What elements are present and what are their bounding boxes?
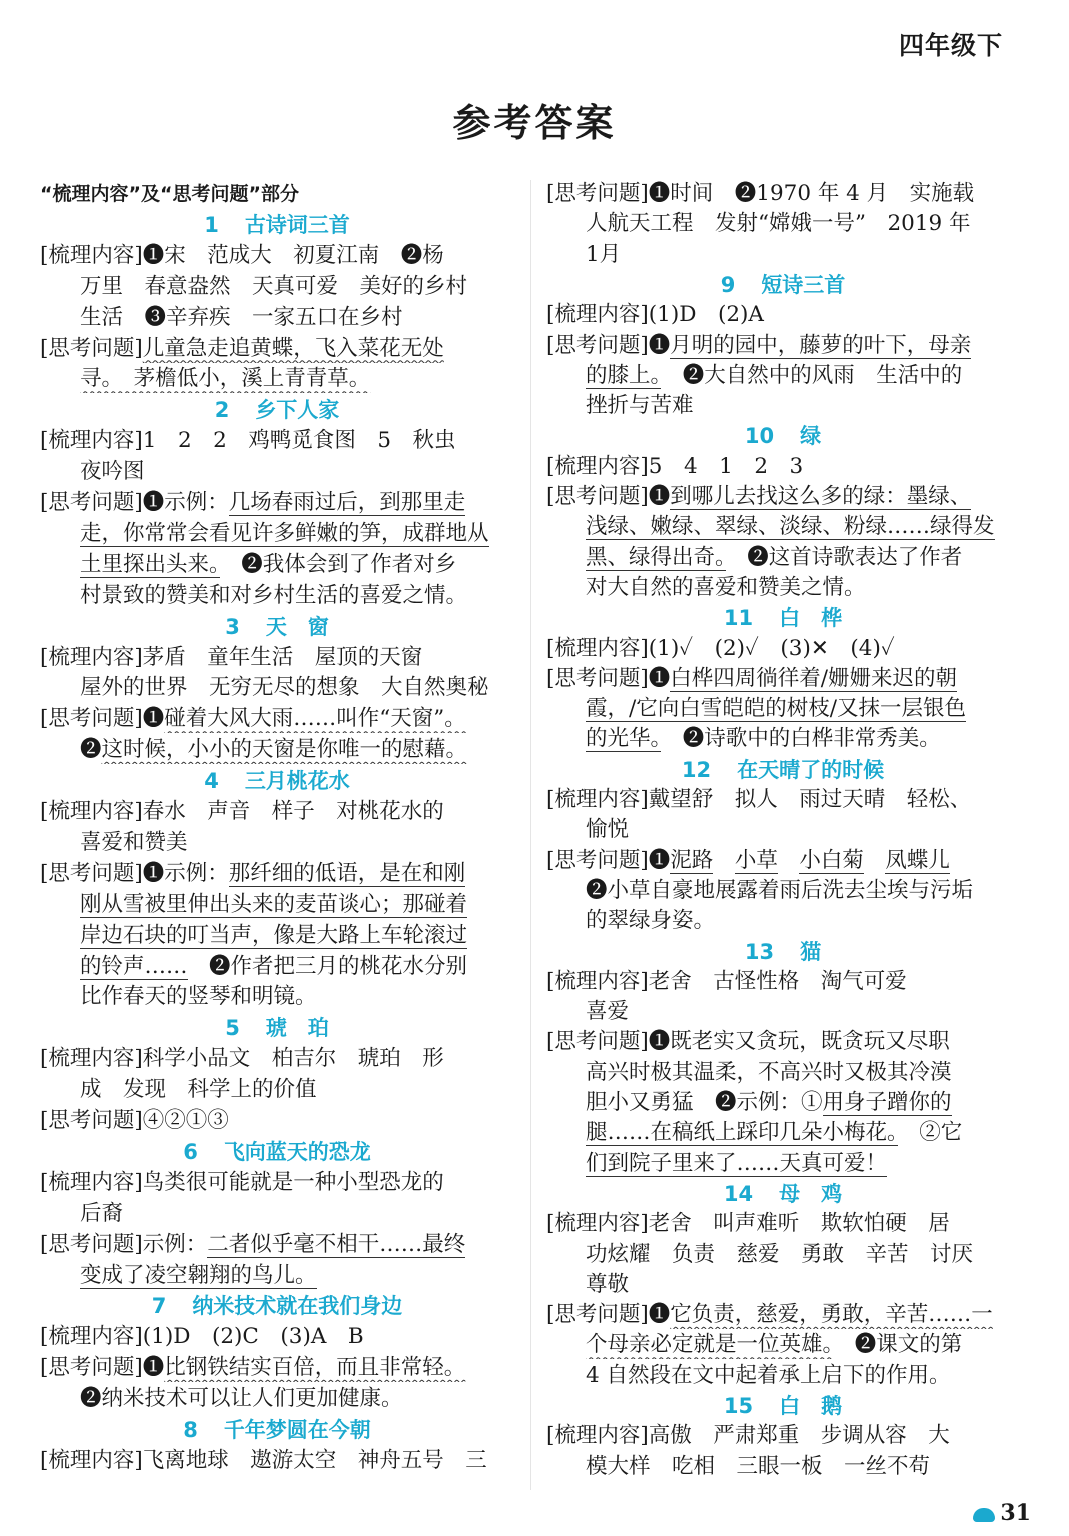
lesson-number: 10 [744, 424, 775, 449]
answer-line [40, 1354, 514, 1382]
answer-text: ❷我体会到了作者对乡 [219, 551, 457, 577]
spacer [778, 848, 800, 873]
answer-line [40, 1169, 514, 1197]
underlined-answer: 黑、绿得出奇。 [586, 544, 726, 570]
answer-line [546, 847, 1020, 875]
lesson-heading [546, 1392, 1020, 1420]
wavy-underlined-answer: 寻。 茅檐低小，溪上青青草。 [80, 366, 371, 392]
underlined-answer: 小草 [734, 847, 778, 873]
answer-line [40, 798, 514, 826]
answer-line [546, 968, 1020, 996]
answer-line [546, 1210, 1020, 1238]
underlined-answer: 的光华。 [586, 726, 662, 752]
underlined-answer: 腿……在稿纸上踩印几朵小梅花。 [586, 1120, 898, 1146]
answer-text: 后裔 [80, 1200, 124, 1226]
answer-text: 夜吟图 [80, 459, 145, 485]
answer-line [546, 1059, 1020, 1087]
answer-line [546, 725, 1020, 753]
lesson-title: 白 桦 [779, 606, 843, 631]
answer-label: [思考问题]❶ [546, 484, 671, 509]
lesson-heading [546, 422, 1020, 450]
spacer [864, 848, 886, 873]
answer-text: [梳理内容]鸟类很可能就是一种小型恐龙的 [40, 1169, 444, 1195]
wavy-underlined-answer: 它负责，慈爱，勇敢，辛苦……一 [670, 1302, 993, 1328]
answer-text: [梳理内容]高傲 严肃郑重 步调从容 大 [546, 1423, 950, 1449]
lesson-heading [40, 211, 514, 239]
answer-line [546, 1362, 1020, 1390]
answer-text: [梳理内容]飞离地球 遨游太空 神舟五号 三 [40, 1447, 487, 1473]
answer-label: [思考问题]示例： [40, 1231, 208, 1257]
answer-line [546, 1422, 1020, 1450]
answer-line [40, 458, 514, 486]
answer-line [40, 1200, 514, 1228]
answer-text: [梳理内容]老舍 叫声难听 欺软怕硬 居 [546, 1211, 950, 1237]
answer-label: [思考问题]❶示例： [40, 490, 229, 515]
lesson-heading [40, 1292, 514, 1320]
answer-line [546, 544, 1020, 572]
lesson-heading [40, 1416, 514, 1444]
answer-line [546, 665, 1020, 693]
answer-line [40, 705, 514, 733]
underlined-answer: 凤蝶儿 [885, 847, 950, 873]
answer-line [40, 1231, 514, 1259]
answer-line [40, 1107, 514, 1135]
answer-label: [思考问题]❶示例： [40, 860, 229, 886]
answer-line [546, 816, 1020, 844]
answer-line [546, 332, 1020, 360]
lesson-number: 13 [744, 939, 775, 964]
lesson-number: 1 [204, 212, 219, 237]
underlined-answer: 泥路 [670, 847, 714, 873]
answer-text: 尊敬 [586, 1271, 630, 1297]
underlined-answer: 浅绿、嫩绿、翠绿、淡绿、粉绿……绿得发 [586, 514, 995, 540]
wavy-underlined-answer: 儿童急走追黄蝶，飞入菜花无处 [142, 335, 444, 361]
answer-line [40, 1262, 514, 1290]
answer-line [546, 1028, 1020, 1056]
answer-line [40, 365, 514, 393]
answer-line [546, 695, 1020, 723]
answer-text: 对大自然的喜爱和赞美之情。 [586, 574, 866, 600]
answer-label: [思考问题] [40, 335, 143, 361]
lesson-title: 飞向蓝天的恐龙 [223, 1139, 371, 1164]
answer-text: 的翠绿身姿。 [586, 908, 716, 934]
answer-line [546, 513, 1020, 541]
answer-line [546, 998, 1020, 1026]
lesson-title: 古诗词三首 [244, 212, 350, 237]
underlined-answer: 岸边石块的叮当声，像是大路上车轮滚过 [80, 922, 468, 948]
wavy-underlined-answer: 这时候，小小的天窗是你唯一的慰藉。 [101, 737, 468, 763]
answer-line [40, 1045, 514, 1073]
answer-line [40, 427, 514, 455]
answer-text: 生活 ❸辛弃疾 一家五口在乡村 [80, 304, 403, 330]
lesson-number: 2 [214, 398, 230, 423]
underlined-answer: 走，你常常会看见许多鲜嫩的笋，成群地从 [80, 520, 489, 546]
lesson-title: 天 窗 [265, 614, 329, 639]
lesson-title: 三月桃花水 [244, 769, 350, 794]
answer-text: [梳理内容]科学小品文 柏吉尔 琥珀 形 [40, 1046, 444, 1072]
answer-line [40, 335, 514, 363]
answer-line [40, 489, 514, 517]
lesson-number: 8 [183, 1418, 198, 1442]
answer-line [546, 1150, 1020, 1178]
answer-line [546, 635, 1020, 663]
answer-text: ❷大自然中的风雨 生活中的 [661, 362, 963, 388]
wavy-underlined-answer: 比钢铁结实百倍，而且非常轻。 [164, 1355, 466, 1381]
answer-line [546, 392, 1020, 420]
answer-line [40, 1076, 514, 1104]
underlined-answer: 土里探出头来。 [80, 551, 220, 577]
underlined-answer: 那纤细的低语，是在和刚 [228, 860, 466, 886]
answer-line [40, 674, 514, 702]
answer-text: 喜爱 [586, 999, 630, 1025]
underlined-answer: 几场春雨过后，到那里走 [228, 490, 466, 515]
underlined-answer: 到哪儿去找这么多的绿：墨绿、 [670, 484, 972, 509]
wavy-underlined-answer: 个母亲必定就是一位英雄。 [586, 1332, 834, 1358]
lesson-title: 母 鸡 [779, 1181, 843, 1206]
lesson-number: 7 [151, 1294, 167, 1319]
answer-line [546, 180, 1020, 208]
spacer [713, 848, 735, 873]
lesson-title: 白 鹅 [779, 1394, 843, 1418]
answer-line [40, 922, 514, 950]
answer-text: 1月 [586, 241, 622, 267]
answer-line [40, 860, 514, 888]
answer-line [546, 1241, 1020, 1269]
lesson-number: 12 [681, 757, 712, 782]
answer-line [546, 1301, 1020, 1329]
underlined-answer: 的铃声…… [80, 953, 188, 979]
lesson-title: 短诗三首 [761, 272, 846, 297]
answer-text: [思考问题]❶既老实又贪玩，既贪玩又尽职 [546, 1029, 950, 1055]
answer-text: 模大样 吃相 三眼一板 一丝不苟 [586, 1453, 931, 1479]
lesson-number: 5 [225, 1016, 240, 1041]
column-divider [530, 180, 531, 1490]
underlined-answer: 刚从雪被里伸出头来的麦苗谈心；那碰着 [80, 891, 468, 917]
answer-line [40, 551, 514, 579]
answer-line [40, 1323, 514, 1351]
underlined-answer: 变成了凌空翱翔的鸟儿。 [80, 1262, 317, 1288]
lesson-heading [546, 756, 1020, 784]
answer-line [546, 241, 1020, 269]
lesson-number: 11 [723, 606, 754, 631]
lesson-number: 14 [723, 1181, 754, 1206]
lesson-heading [546, 1180, 1020, 1208]
answer-text: [梳理内容]茅盾 童年生活 屋顶的天窗 [40, 644, 423, 670]
answer-text: 万里 春意盎然 天真可爱 美好的乡村 [80, 273, 468, 299]
answer-text: [梳理内容]春水 声音 样子 对桃花水的 [40, 799, 444, 824]
lesson-title: 乡下人家 [255, 398, 340, 423]
lesson-number: 9 [720, 272, 736, 297]
answer-text: ❷作者把三月的桃花水分别 [187, 953, 468, 979]
answer-text: ②它 [897, 1120, 963, 1146]
answer-line [546, 1453, 1020, 1481]
page-marker-icon [973, 1508, 995, 1522]
answer-text: 比作春天的竖琴和明镜。 [80, 984, 317, 1010]
answer-text: 屋外的世界 无穷无尽的想象 大自然奥秘 [80, 675, 489, 701]
answer-text: [梳理内容]1 2 2 鸡鸭觅食图 5 秋虫 [40, 428, 456, 454]
answer-line [546, 483, 1020, 511]
answer-text: [思考问题]④②①③ [40, 1108, 229, 1133]
answer-text: 人航天工程 发射“嫦娥一号” 2019 年 [586, 211, 971, 237]
answer-line [40, 304, 514, 332]
answer-line [40, 983, 514, 1011]
lesson-heading [546, 271, 1020, 299]
lesson-heading [40, 613, 514, 641]
answer-text: [梳理内容]❶宋 范成大 初夏江南 ❷杨 [40, 242, 444, 268]
answer-text: ❷小草自豪地展露着雨后洗去尘埃与污垢 [586, 877, 974, 903]
answer-line [546, 877, 1020, 905]
wavy-underlined-answer: 碰着大风大雨……叫作“天窗”。 [164, 706, 466, 732]
lesson-heading [546, 938, 1020, 966]
answer-text: [思考问题]❶时间 ❷1970 年 4 月 实施载 [546, 181, 975, 206]
answer-text: ❷诗歌中的白桦非常秀美。 [661, 726, 941, 752]
answer-line [40, 953, 514, 981]
underlined-answer: 小白菊 [799, 847, 864, 873]
answer-text: 挫折与苦难 [586, 393, 694, 419]
underlined-answer: 白桦四周徜徉着/姗姗来迟的朝 [670, 665, 958, 691]
underlined-answer: 用身子蹭你的 [822, 1090, 952, 1115]
answer-line [40, 1447, 514, 1475]
answer-line [40, 891, 514, 919]
lesson-number: 15 [723, 1394, 754, 1418]
lesson-heading [40, 1138, 514, 1166]
answer-label: [思考问题]❶ [546, 1302, 671, 1328]
lesson-title: 千年梦圆在今朝 [223, 1418, 371, 1442]
answer-line [546, 210, 1020, 238]
lesson-title: 绿 [800, 424, 822, 449]
page-number: 31 [1000, 1500, 1031, 1526]
underlined-answer: 二者似乎毫不相干……最终 [207, 1231, 466, 1257]
answer-text: 村景致的赞美和对乡村生活的喜爱之情。 [80, 582, 468, 608]
underlined-answer: 的膝上。 [586, 362, 662, 388]
answer-text: [梳理内容](1)✓ (2)✓ (3)✕ (4)✓ [546, 635, 895, 661]
answer-line [546, 1089, 1020, 1117]
page-title: 参考答案 [452, 100, 617, 145]
answer-text: ❷课文的第 [833, 1332, 963, 1358]
answer-text: [梳理内容]老舍 古怪性格 淘气可爱 [546, 968, 907, 994]
answer-label: 胆小又勇猛 ❷示例：① [586, 1090, 823, 1115]
lesson-heading [40, 767, 514, 795]
grade-label: 四年级下 [898, 31, 1003, 60]
answer-text: [梳理内容](1)D (2)C (3)A B [40, 1324, 364, 1350]
answer-text: 愉悦 [586, 817, 630, 843]
underlined-answer: 霞，/它向白雪皑皑的树枝/又抹一层银色 [586, 696, 966, 722]
answer-text: 喜爱和赞美 [80, 829, 188, 855]
answer-label: ❷ [80, 737, 102, 763]
lesson-number: 6 [183, 1139, 198, 1164]
answer-line [546, 1271, 1020, 1299]
section-heading-text: “梳理内容”及“思考问题”部分 [40, 183, 299, 205]
answer-line [40, 520, 514, 548]
answer-line [40, 736, 514, 764]
answer-line [40, 1385, 514, 1413]
underlined-answer: 们到院子里来了……天真可爱！ [586, 1150, 888, 1176]
answer-text: [梳理内容]5 4 1 2 3 [546, 453, 804, 479]
answer-label: [思考问题]❶ [40, 1355, 165, 1381]
answer-label: [思考问题]❶ [546, 332, 671, 358]
answer-label: [思考问题]❶ [546, 847, 671, 873]
answer-line [40, 273, 514, 301]
lesson-title: 在天晴了的时候 [737, 757, 885, 782]
answer-text: 成 发现 科学上的价值 [80, 1077, 317, 1103]
answer-text: ❷这首诗歌表达了作者 [725, 544, 963, 570]
answer-line [546, 362, 1020, 390]
lesson-title: 纳米技术就在我们身边 [192, 1294, 403, 1319]
answer-line [546, 786, 1020, 814]
answer-line [546, 1331, 1020, 1359]
answer-text: 功炫耀 负责 慈爱 勇敢 辛苦 讨厌 [586, 1241, 974, 1267]
answer-line [40, 242, 514, 270]
lesson-number: 4 [204, 769, 219, 794]
answer-line [40, 582, 514, 610]
answer-text: 4 自然段在文中起着承上启下的作用。 [586, 1362, 951, 1388]
answer-text: [梳理内容]戴望舒 拟人 雨过天晴 轻松、 [546, 787, 972, 812]
answer-line [546, 907, 1020, 935]
answer-line [546, 1119, 1020, 1147]
lesson-heading [40, 396, 514, 424]
answer-line [546, 453, 1020, 481]
answer-line [40, 644, 514, 672]
answer-label: [思考问题]❶ [546, 665, 671, 691]
answer-label: [思考问题]❶ [40, 706, 165, 732]
lesson-title: 猫 [800, 939, 822, 964]
lesson-title: 琥 珀 [265, 1016, 329, 1041]
answer-text: [梳理内容](1)D (2)A [546, 302, 764, 328]
underlined-answer: 月明的园中，藤萝的叶下，母亲 [670, 332, 972, 358]
section-heading [40, 180, 514, 208]
lesson-number: 3 [225, 614, 240, 639]
lesson-heading [546, 604, 1020, 632]
answer-line [40, 829, 514, 857]
answer-line [546, 574, 1020, 602]
answer-line [546, 301, 1020, 329]
lesson-heading [40, 1014, 514, 1042]
answer-text: ❷纳米技术可以让人们更加健康。 [80, 1386, 403, 1412]
answer-text: 高兴时极其温柔，不高兴时又极其冷漠 [586, 1059, 952, 1085]
